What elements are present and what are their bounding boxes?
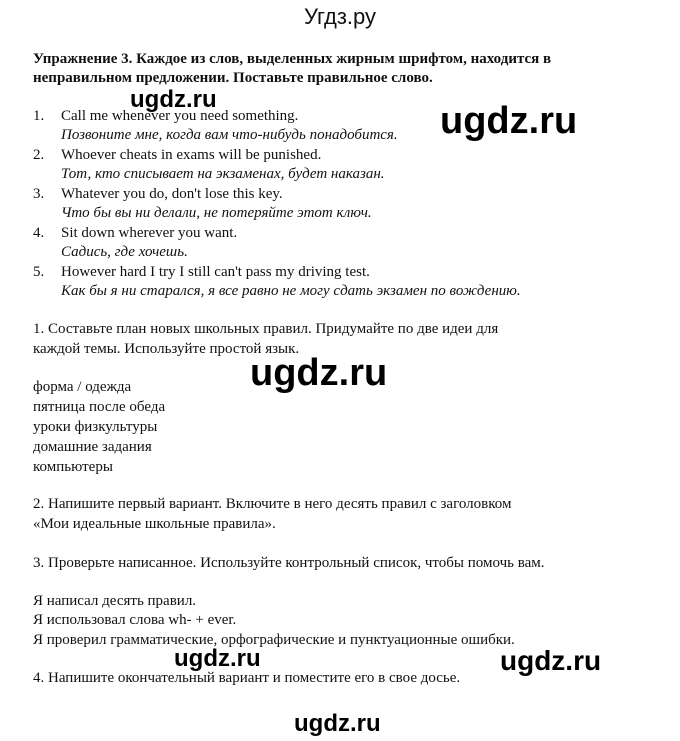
sentence-russian: Тот, кто списывает на экзаменах, будет наказан. — [61, 166, 385, 182]
checklist-item: Я написал десять правил. — [33, 593, 197, 609]
sentence-english: Sit down wherever you want. — [61, 225, 238, 241]
topic-item: компьютеры — [33, 459, 113, 475]
sentence-english: Whatever you do, don't lose this key. — [61, 186, 283, 202]
task2-line1: 2. Напишите первый вариант. Включите в него десять правил с заголовком — [33, 496, 512, 512]
sentence-number: 4. — [33, 225, 45, 241]
checklist-item: Я использовал слова wh- + ever. — [33, 612, 237, 628]
watermark: ugdz.ru — [130, 86, 217, 113]
task3-text: 3. Проверьте написанное. Используйте контрольный список, чтобы помочь вам. — [33, 555, 545, 571]
topic-item: уроки физкультуры — [33, 419, 158, 435]
sentence-english: Whoever cheats in exams will be punished. — [61, 147, 322, 163]
sentence-number: 1. — [33, 108, 45, 124]
topic-item: форма / одежда — [33, 379, 132, 395]
task1-line2: каждой темы. Используйте простой язык. — [33, 341, 300, 357]
checklist-item: Я проверил грамматические, орфографические и пунктуационные ошибки. — [33, 632, 515, 648]
sentence-number: 5. — [33, 264, 45, 280]
task2-line2: «Мои идеальные школьные правила». — [33, 516, 276, 532]
sentence-russian: Садись, где хочешь. — [61, 244, 188, 260]
site-title: Угдз.ру — [303, 4, 377, 29]
watermark: ugdz.ru — [500, 645, 602, 676]
topic-item: домашние задания — [33, 439, 152, 455]
sentence-russian: Что бы вы ни делали, не потеряйте этот ключ. — [61, 205, 372, 221]
watermark: ugdz.ru — [294, 710, 381, 737]
sentence-english: However hard I try I still can't pass my driving test. — [61, 264, 370, 280]
watermark: ugdz.ru — [250, 352, 388, 394]
task1-line1: 1. Составьте план новых школьных правил. Придумайте по две идеи для — [33, 321, 499, 337]
sentence-russian: Позвоните мне, когда вам что-нибудь понадобится. — [61, 127, 398, 143]
sentence-number: 2. — [33, 147, 45, 163]
exercise-heading: Упражнение 3. Каждое из слов, выделенных жирным шрифтом, находится в неправильном предложении. Поставьте правильное слово. — [33, 51, 552, 86]
sentence-russian: Как бы я ни старался, я все равно не могу сдать экзамен по вождению. — [61, 283, 521, 299]
sentence-number: 3. — [33, 186, 45, 202]
task4-text: 4. Напишите окончательный вариант и поместите его в свое досье. — [33, 670, 461, 686]
sentence-english: Call me whenever you need something. — [61, 108, 299, 124]
watermark: ugdz.ru — [440, 100, 578, 142]
watermark: ugdz.ru — [174, 645, 261, 672]
topic-item: пятница после обеда — [33, 399, 166, 415]
